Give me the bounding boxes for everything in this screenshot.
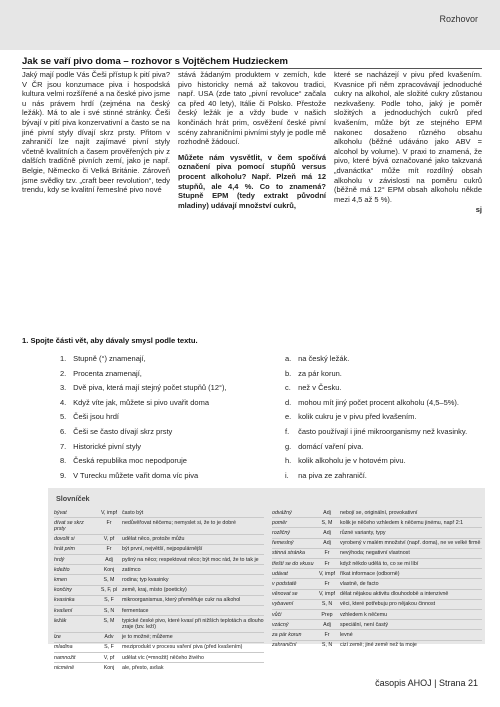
exercise-right-item [285,454,485,469]
exercise-left-item [60,396,280,411]
vocabulary-meaning: vyrobený v malém množství (např. doma), ne ve velké firmě [340,540,481,547]
exercise-left-item [60,367,280,382]
exercise-right-item [285,396,485,411]
item-text: Dvě piva, která mají stejný počet stupňů (12°), [73,383,227,393]
vocabulary-meaning: speciální, není častý [340,621,388,628]
vocabulary-pos: S, F [104,644,114,651]
vocabulary-pos: Konj [103,566,115,573]
item-letter: i. [285,470,289,480]
vocabulary-pos: V, impf [319,570,335,577]
vocabulary-pos: Konj [103,664,115,671]
vocabulary-pos: Adj [323,621,331,628]
vocabulary-word: vybavení [272,601,294,608]
vocabulary-entry [54,595,264,605]
vocabulary-word: věnovat se [272,591,298,598]
article-body [22,70,482,340]
vocabulary-word: kmen [54,576,67,583]
vocabulary-column-left [54,508,264,672]
vocabulary-meaning: kolik je něčeho vzhledem k něčemu jinému, např 2:1 [340,519,464,526]
vocabulary-word: ležák [54,617,67,624]
vocabulary-word: zahraniční [272,642,297,649]
vocabulary-word: kdežto [54,566,70,573]
vocabulary-word: dovolit si [54,536,75,543]
vocabulary-word: udávat [272,570,288,577]
vocabulary-entry [54,508,264,517]
vocabulary-pos: S, F [104,597,114,604]
vocabulary-pos: Adj [323,509,331,516]
vocabulary-entry [272,548,482,558]
vocabulary-pos: Fr [324,560,330,567]
vocabulary-word: řemeslný [272,540,294,547]
vocabulary-entry [272,508,482,517]
vocabulary-word: vůči [272,611,282,618]
vocabulary-word: dívat se skrz prsty [54,519,84,532]
vocabulary-meaning: mikroorganismus, který přeměňuje cukr na alkohol [122,597,241,604]
vocabulary-meaning: je to možné; můžeme [122,634,173,641]
vocabulary-pos: S, N [321,642,333,649]
vocabulary-meaning: různé varianty, typy [340,529,386,536]
vocabulary-entry [272,517,482,527]
vocabulary-meaning: vzhledem k něčemu [340,611,388,618]
item-number: 6. [60,426,67,436]
item-text: na piva ze zahraničí. [298,470,367,480]
vocabulary-pos: Adj [323,529,331,536]
vocabulary-pos: Fr [106,519,112,526]
vocabulary-entry [272,619,482,629]
exercise-right-item [285,425,485,440]
vocabulary-pos: Fr [324,580,330,587]
article-column-1 [22,70,170,195]
exercise-left-item [60,469,280,484]
vocabulary-pos: Adj [105,556,113,563]
vocabulary-entry [54,517,264,533]
column-3-text: které se nacházejí v pivu před kvašením. Kvasnice při něm zpracovávají jednoduché cukry na alkohol, ale složité cukry zůstanou nezkvašeny. Podle toho, jaký je poměr složitých a jednoduchých cukrů před kvašením, může být ze stejného EPM nakonec dosaženo různého obsahu alkoholu (běžné udáváno jako ABV = alcohol by volume). V praxi to znamená, že pivo, které bývá označované jako takzvaná „dvanáctka“ může mít rozdílný obsah alkoholu v závislosti na poměru cukrů (běžně má 12° EPM obsah alkoholu někde mezi 4,5 až 5 %). [334,70,482,204]
item-letter: g. [285,441,292,451]
vocabulary-meaning: rodina; typ kvasinky [122,576,169,583]
item-number: 9. [60,470,67,480]
article-title: Jak se vaří pivo doma – rozhovor s Vojtěchem Hudzieckem [22,56,288,67]
exercise-left-item [60,454,280,469]
vocabulary-meaning: typické české pivo, které kvasí při nižších teplotách a dlouho zraje (tzv. leží) [122,617,264,630]
vocabulary-meaning: nedůvěřovat něčemu; nemyslet si, že to je dobré [122,519,236,526]
exercise-left-item [60,381,280,396]
vocabulary-entry [54,574,264,584]
exercise-right-item [285,410,485,425]
vocabulary-meaning: meziprodukt v procesu vaření piva (před kvašením) [122,644,243,651]
item-text: na český ležák. [298,354,350,363]
item-text: Procenta znamenají, [73,368,142,378]
vocabulary-meaning: levné [340,631,353,638]
vocabulary-column-right [272,508,482,650]
vocabulary-pos: Adv [104,634,114,641]
item-number: 1. [60,354,67,363]
exercise-right-list [285,352,485,483]
item-number: 2. [60,368,67,378]
vocabulary-entry [54,585,264,595]
vocabulary-pos: S, M [321,519,333,526]
vocabulary-pos: Adj [323,540,331,547]
author-signoff: sj [475,205,482,215]
article-column-2 [178,70,326,210]
vocabulary-meaning: být první, největší, nejpopulárnější [122,546,203,553]
item-letter: a. [285,354,292,363]
vocabulary-word: vzácný [272,621,289,628]
vocabulary-word: končiny [54,587,72,594]
vocabulary-entry [54,544,264,554]
item-letter: c. [285,383,291,393]
vocabulary-pos: V, pf [103,654,115,661]
vocabulary-entry [272,640,482,650]
exercise-right-item [285,440,485,455]
vocabulary-meaning: dělat nějakou aktivitu dlouhodobě a intenzivně [340,591,449,598]
exercise-right-item [285,381,485,396]
vocabulary-word: bývat [54,509,67,516]
vocabulary-entry [54,554,264,564]
vocabulary-word: hrdý [54,556,65,563]
vocabulary-meaning: zatímco [122,566,141,573]
vocabulary-pos: Fr [324,550,330,557]
item-text: Když víte jak, můžete si pivo uvařit doma [73,397,209,407]
vocabulary-pos: Fr [106,546,112,553]
item-text: kolik cukru je v pivu před kvašením. [298,412,417,422]
vocabulary-entry [272,558,482,568]
vocabulary-entry [54,642,264,652]
vocabulary-meaning: udělat víc (=množit) něčeho živého [122,654,204,661]
vocabulary-entry [54,534,264,544]
vocabulary-pos: S, M [103,576,115,583]
item-letter: e. [285,412,292,422]
exercise-left-item [60,425,280,440]
section-label: Rozhovor [439,14,478,24]
item-number: 4. [60,397,67,407]
item-number: 5. [60,412,67,422]
vocabulary-word: mladina [54,644,73,651]
item-letter: f. [285,426,290,436]
item-letter: b. [285,368,292,378]
vocabulary-word: třeští se do vkusu [272,560,314,567]
vocabulary-word: kvašení [54,607,73,614]
vocabulary-title: Slovníček [56,494,90,503]
vocabulary-entry [272,527,482,537]
exercise-left-list [60,352,280,483]
item-number: 8. [60,456,67,466]
vocabulary-meaning: cizí země; jiné země než ta moje [340,642,417,649]
column-2-text-a: stává žádaným produktem v zemích, kde pivo historicky nemá až takovou tradici, např. USA (zde tato „pivní revoluce“ začala ca před 40 lety), Itálie či Polsko. Přestože český ležák je a vždy bude v našich končinách hrát prim, osvěžení české pivní scény zahraničními pivními styly je podle mě rozhodně žádoucí. [178,70,326,147]
vocabulary-meaning: fermentace [122,607,149,614]
vocabulary-entry [272,589,482,599]
vocabulary-meaning: pyšný na něco; respektovat něco; být moc rád, že to tak je [122,556,259,563]
item-letter: h. [285,456,292,466]
vocabulary-entry [54,564,264,574]
article-title-row [22,56,482,69]
vocabulary-word: odvážný [272,509,292,516]
header-band [0,0,500,50]
vocabulary-word: poměr [272,519,288,526]
vocabulary-pos: S, M [103,617,115,624]
column-2-question: Můžete nám vysvětlit, v čem spočívá označení piva pomocí stupňů versus procent alkoholu? Např. Plzeň má 12 stupňů, ale 4,4 %. Co to znamená? Stupně EPM (tedy extrakt původní mladiny) udávají množství cukrů, [178,152,326,210]
item-text: V Turecku můžete vařit doma víc piva [73,470,199,480]
vocabulary-meaning: nevýhoda; negativní vlastnost [340,550,410,557]
item-text: za pár korun. [298,368,342,378]
vocabulary-meaning: často být [122,509,144,516]
item-text: Češi jsou hrdí [73,412,119,422]
vocabulary-word: hrát prim [54,546,75,553]
vocabulary-word: nicméně [54,664,75,671]
item-text: Češi se často dívají skrz prsty [73,426,173,436]
vocabulary-entry [54,605,264,615]
item-text: často používají i jiné mikroorganismy než kvasinky. [298,426,468,436]
vocabulary-word: kvasinka [54,597,75,604]
vocabulary-meaning: věci, které potřebuju pro nějakou činnost [340,601,436,608]
item-text: Česká republika moc nepodporuje [73,456,187,466]
vocabulary-entry [54,615,264,631]
vocabulary-entry [272,578,482,588]
exercise-right-item [285,352,485,367]
vocabulary-meaning: když někdo udělá to, co se mi líbí [340,560,419,567]
vocabulary-word: za pár korun [272,631,302,638]
vocabulary-word: rozličný [272,529,290,536]
exercise-right-item [285,367,485,382]
column-1-text: Jaký mají podle Vás Češi přístup k pití piva? V ČR jsou konzumace piva i hospodská kultura velmi rozšířené a na české pivo jsme u nás právem hrdí (zejména na český ležák). Má to ale i své stinné stránky. Češi bývají v pití piva konzervativní a často se na jiné pivní styly dívají skrz prsty. Přitom v zahraničí lze najít zajímavé pivní styly včetně kvalitních a časem prověřených piv z dalších tradičně pivních zemí, jako je např. Belgie, Německo či Velká Británie. Zároveň jsme svědky tzv. „craft beer revolution“, tedy trendu, kdy se kvalitní řemeslné pivo nové [22,70,170,195]
item-letter: d. [285,397,292,407]
vocabulary-entry [54,632,264,642]
vocabulary-pos: V, pf [103,536,115,543]
vocabulary-entry [272,609,482,619]
exercise-left-item [60,440,280,455]
page-footer: časopis AHOJ | Strana 21 [375,678,478,688]
exercise-left-item [60,410,280,425]
item-text: Historické pivní styly [73,441,142,451]
vocabulary-word: v podstatě [272,580,297,587]
vocabulary-meaning: ale, přesto, avšak [122,664,164,671]
exercise-left-item [60,352,280,367]
vocabulary-box [48,488,485,671]
vocabulary-meaning: nebojí se, originální, provokativní [340,509,418,516]
vocabulary-pos: Prep [321,611,333,618]
item-text: než v Česku. [298,383,342,393]
vocabulary-meaning: říkat informace (odborně) [340,570,400,577]
vocabulary-entry [272,629,482,639]
vocabulary-entry [54,662,264,672]
vocabulary-pos: S, F, pl [100,587,118,594]
item-text: Stupně (°) znamenají, [73,354,146,363]
vocabulary-meaning: vlastně, de facto [340,580,379,587]
item-text: domácí vaření piva. [298,441,364,451]
vocabulary-pos: Fr [324,631,330,638]
vocabulary-entry [54,652,264,662]
vocabulary-pos: S, N [103,607,115,614]
vocabulary-meaning: země, kraj, místo (poeticky) [122,587,187,594]
item-text: mohou mít jiný počet procent alkoholu (4,5–5%). [298,397,460,407]
vocabulary-word: namnožit [54,654,76,661]
vocabulary-entry [272,568,482,578]
vocabulary-meaning: udělat něco, protože můžu [122,536,185,543]
exercise-heading: 1. Spojte části vět, aby dávaly smysl podle textu. [22,336,198,345]
vocabulary-entry [272,599,482,609]
exercise-right-item [285,469,485,484]
vocabulary-word: stinná stránka [272,550,305,557]
vocabulary-pos: V, impf [101,509,117,516]
article-column-3 [334,70,482,215]
vocabulary-pos: S, N [321,601,333,608]
item-number: 3. [60,383,67,393]
item-text: kolik alkoholu je v hotovém pivu. [298,456,406,466]
item-number: 7. [60,441,67,451]
vocabulary-pos: V, impf [319,591,335,598]
vocabulary-entry [272,538,482,548]
vocabulary-word: lze [54,634,61,641]
